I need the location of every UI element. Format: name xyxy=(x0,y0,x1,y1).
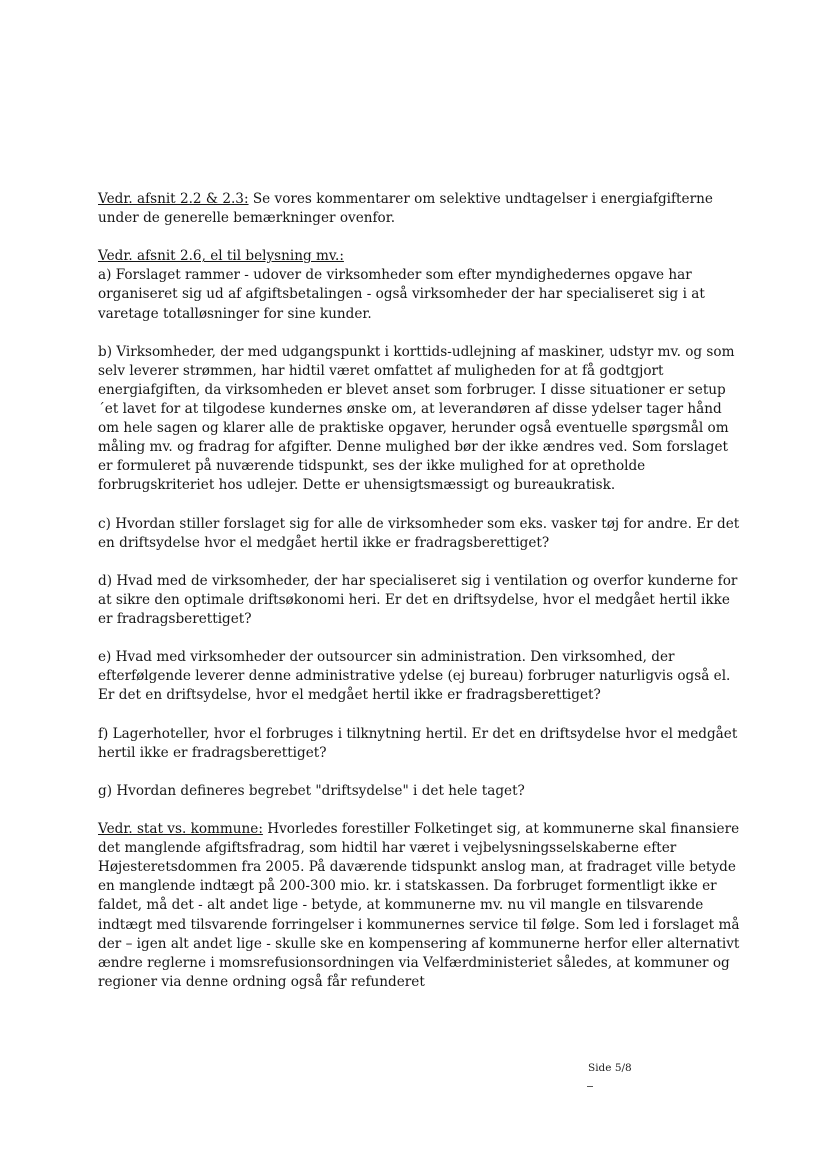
footer-dash xyxy=(587,1086,593,1087)
paragraph-text: d) Hvad med de virksomheder, der har specialiseret sig i ventilation og overfor kunderne for at sikre den optimale driftsøkonomi heri. Er det en driftsydelse, hvor el medgået hertil ikke er fradragsberettiget? xyxy=(98,572,738,628)
paragraph-text: e) Hvad med virksomheder der outsourcer sin administration. Den virksomhed, der efterfølgende leverer denne administrative ydelse (ej bureau) forbruger naturligvis også el. Er det en driftsydelse, hvor el medgået hertil ikke er fradragsberettiget? xyxy=(98,649,731,704)
paragraph-text: Hvorledes forestiller Folketinget sig, at kommunerne skal finansiere det manglende afgiftsfradrag, som hidtil har været i vejbelysningsselskaberne efter Højesteretsdommen fra 2005. På daværende tidspunkt anslog man, at fradraget ville betyde en manglende indtægt på 200-300 mio. kr. i statskassen. Da forbruget formentligt ikke er faldet, må det - alt andet lige - betyde, at kommunerne mv. nu vil mangle en tilsvarende indtægt med tilsvarende forringelser i kommunernes service til følge. Som led i forslaget må der – igen alt andet lige - skulle ske en kompensering af kommunerne herfor eller alternativt ændre reglerne i momsrefusionsordningen via Velfærdministeriet således, at kommuner og regioner via denne ordning også får refunderet xyxy=(98,821,740,990)
page-number: Side 5/8 xyxy=(588,1062,632,1074)
paragraph-item-d xyxy=(98,572,740,629)
paragraph-item-g xyxy=(98,782,740,801)
paragraph-text: c) Hvordan stiller forslaget sig for alle de virksomheder som eks. vasker tøj for andre. Er det en driftsydelse hvor el medgået hertil ikke er fradragsberettiget? xyxy=(98,515,740,551)
section-heading: Vedr. afsnit 2.6, el til belysning mv.: xyxy=(98,248,344,265)
paragraph-item-e xyxy=(98,648,740,705)
paragraph-item-c xyxy=(98,515,740,553)
paragraph-section-2-2 xyxy=(98,190,740,228)
paragraph-text: a) Forslaget rammer - udover de virksomheder som efter myndighedernes opgave har organiseret sig ud af afgiftsbetalingen - også virksomheder der har specialiseret sig i at varetage totalløsninger for sine kunder. xyxy=(98,267,705,322)
paragraph-text: g) Hvordan defineres begrebet "driftsydelse" i det hele taget? xyxy=(98,782,525,799)
paragraph-text: f) Lagerhoteller, hvor el forbruges i tilknytning hertil. Er det en driftsydelse hvor el medgået hertil ikke er fradragsberettiget? xyxy=(98,725,738,761)
section-heading: Vedr. stat vs. kommune: xyxy=(98,821,263,838)
paragraph-item-b xyxy=(98,343,740,496)
section-heading: Vedr. afsnit 2.2 & 2.3: xyxy=(98,191,249,207)
paragraph-stat-vs-kommune xyxy=(98,820,740,992)
document-body xyxy=(98,190,740,1011)
paragraph-item-f xyxy=(98,725,740,763)
paragraph-text: Se vores kommentarer om selektive undtagelser i energiafgifterne under de generelle bemærkninger ovenfor. xyxy=(98,191,713,227)
paragraph-section-2-6 xyxy=(98,247,740,323)
paragraph-text: b) Virksomheder, der med udgangspunkt i korttids-udlejning af maskiner, udstyr mv. og som selv leverer strømmen, har hidtil været omfattet af muligheden for at få godtgjort energiafgiften, da virksomheden er blevet anset som forbruger. I disse situationer er setup´et lavet for at tilgodese kundernes ønske om, at leverandøren af disse ydelser tager hånd om hele sagen og klarer alle de praktiske opgaver, herunder også eventuelle spørgsmål om måling mv. og fradrag for afgifter. Denne mulighed bør der ikke ændres ved. Som forslaget er formuleret på nuværende tidspunkt, ses der ikke mulighed for at opretholde forbrugskriteriet hos udlejer. Dette er uhensigtsmæssigt og bureaukratisk. xyxy=(98,343,735,494)
